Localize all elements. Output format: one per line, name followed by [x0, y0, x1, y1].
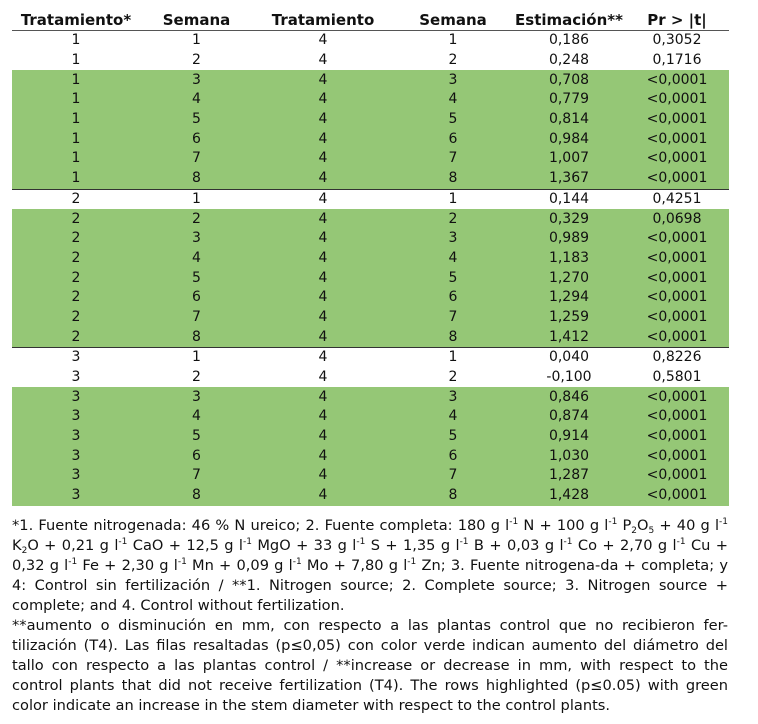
table-row: [12, 427, 729, 447]
cell-semana-b: 6: [393, 446, 513, 466]
cell-estimacion: 1,367: [513, 169, 625, 189]
header-p-value: Pr > |t|: [625, 10, 729, 31]
cell-semana-a: 6: [140, 288, 253, 308]
cell-tratamiento-b: 4: [253, 486, 393, 506]
cell-p-value: <0,0001: [625, 446, 729, 466]
cell-tratamiento-b: 4: [253, 427, 393, 447]
cell-estimacion: 0,814: [513, 110, 625, 130]
cell-p-value: <0,0001: [625, 268, 729, 288]
cell-tratamiento-b: 4: [253, 407, 393, 427]
cell-p-value: <0,0001: [625, 486, 729, 506]
table-row: [12, 407, 729, 427]
table-row: [12, 308, 729, 328]
cell-p-value: <0,0001: [625, 149, 729, 169]
cell-tratamiento-a: 3: [12, 387, 140, 407]
cell-estimacion: 1,270: [513, 268, 625, 288]
cell-semana-a: 8: [140, 486, 253, 506]
table-row: [12, 446, 729, 466]
cell-tratamiento-a: 3: [12, 446, 140, 466]
cell-tratamiento-b: 4: [253, 348, 393, 368]
cell-p-value: 0,3052: [652, 32, 702, 49]
footnotes: [12, 516, 728, 716]
table-body: [12, 31, 729, 506]
cell-tratamiento-a: 1: [71, 32, 81, 49]
cell-semana-b: 2: [393, 209, 513, 229]
cell-tratamiento-a: 2: [12, 268, 140, 288]
cell-tratamiento-a: 2: [12, 249, 140, 269]
cell-tratamiento-a: 1: [12, 70, 140, 90]
footnote-treatments: *1. Fuente nitrogenada: 46 % N ureico; 2. Fuente completa: 180 g $l^{-1}$ N + 100 g $l^{-1}$ $P_2O_5 + 40$ g $l^{-1}$ $K_2O + 0,21$ g $l^{-1}$ CaO + 12,5 g $l^{-1}$ MgO + 33 g $l^{-1}$ S + 1,35 g $l^{-1}$ B + 0,03 g $l^{-1}$ Co + 2,70 g $l^{-1}$ Cu + 0,32 g $l^{-1}$ Fe + 2,30 g $l^{-1}$ Mn + 0,09 g $l^{-1}$ Mo + 7,80 g $l^{-1}$ Zn; 3. Fuente nitrogena-da + completa; y 4: Control sin fertilización / **1. Nitrogen source; 2. Complete source; 3. Nitrogen source + complete; and 4. Control without fertilization.: [12, 517, 729, 614]
table-row: [12, 387, 729, 407]
cell-estimacion: 0,186: [548, 32, 590, 49]
table-row: [12, 149, 729, 169]
table-row: [12, 466, 729, 486]
cell-semana-a: 3: [140, 70, 253, 90]
cell-estimacion: 0,040: [513, 348, 625, 368]
cell-semana-a: 4: [140, 249, 253, 269]
cell-p-value: <0,0001: [625, 387, 729, 407]
cell-semana-a: 1: [140, 189, 253, 209]
cell-tratamiento-a: 2: [12, 209, 140, 229]
table-row: [12, 288, 729, 308]
header-tratamiento-a: Tratamiento*: [12, 10, 140, 31]
cell-semana-b: 3: [393, 387, 513, 407]
cell-semana-b: 1: [393, 348, 513, 368]
table-row: [12, 90, 729, 110]
cell-tratamiento-a: 2: [12, 327, 140, 347]
table-row: [12, 229, 729, 249]
cell-semana-a: 8: [140, 169, 253, 189]
cell-tratamiento-b: 4: [253, 229, 393, 249]
cell-estimacion: 0,846: [513, 387, 625, 407]
cell-tratamiento-a: 1: [71, 52, 81, 69]
cell-semana-a: 6: [140, 129, 253, 149]
cell-semana-a: 8: [140, 327, 253, 347]
cell-estimacion: 1,007: [513, 149, 625, 169]
cell-semana-b: 2: [448, 369, 458, 386]
cell-p-value: <0,0001: [625, 327, 729, 347]
cell-semana-a: 1: [140, 348, 253, 368]
cell-semana-b: 5: [393, 268, 513, 288]
cell-tratamiento-b: 4: [253, 249, 393, 269]
cell-tratamiento-a: 3: [12, 348, 140, 368]
cell-semana-b: 5: [393, 427, 513, 447]
table-row: [12, 348, 729, 368]
cell-p-value: <0,0001: [625, 308, 729, 328]
cell-tratamiento-b: 4: [253, 90, 393, 110]
table-row: [12, 31, 729, 51]
cell-p-value: 0,1716: [652, 52, 702, 69]
cell-estimacion: 1,030: [513, 446, 625, 466]
cell-estimacion: 1,428: [513, 486, 625, 506]
cell-p-value: <0,0001: [625, 169, 729, 189]
cell-semana-b: 1: [393, 189, 513, 209]
cell-semana-b: 4: [393, 90, 513, 110]
cell-semana-b: 5: [393, 110, 513, 130]
cell-semana-a: 7: [140, 149, 253, 169]
cell-estimacion: 1,287: [513, 466, 625, 486]
cell-p-value: <0,0001: [625, 427, 729, 447]
cell-estimacion: 0,989: [513, 229, 625, 249]
cell-tratamiento-b: 4: [253, 110, 393, 130]
cell-semana-b: 2: [448, 52, 458, 69]
table-row: [12, 51, 729, 71]
cell-tratamiento-a: 3: [71, 369, 81, 386]
cell-semana-b: 3: [393, 229, 513, 249]
cell-tratamiento-b: 4: [253, 308, 393, 328]
cell-tratamiento-b: 4: [253, 189, 393, 209]
table-row: [12, 110, 729, 130]
cell-tratamiento-a: 1: [12, 110, 140, 130]
cell-p-value: 0,0698: [625, 209, 729, 229]
cell-tratamiento-b: 4: [253, 149, 393, 169]
cell-tratamiento-a: 2: [12, 308, 140, 328]
cell-p-value: <0,0001: [625, 466, 729, 486]
cell-semana-b: 4: [393, 407, 513, 427]
cell-semana-a: 4: [140, 407, 253, 427]
cell-p-value: 0,5801: [652, 369, 702, 386]
cell-estimacion: 0,874: [513, 407, 625, 427]
cell-semana-a: 2: [140, 209, 253, 229]
cell-semana-b: 6: [393, 129, 513, 149]
table-row: [12, 486, 729, 506]
cell-estimacion: 0,984: [513, 129, 625, 149]
cell-tratamiento-a: 1: [12, 169, 140, 189]
cell-estimacion: 1,412: [513, 327, 625, 347]
results-table: [12, 10, 729, 506]
cell-semana-a: 7: [140, 308, 253, 328]
cell-tratamiento-b: 4: [253, 169, 393, 189]
cell-semana-b: 3: [393, 70, 513, 90]
cell-estimacion: 0,144: [513, 189, 625, 209]
cell-semana-a: 3: [140, 387, 253, 407]
cell-tratamiento-a: 1: [12, 129, 140, 149]
cell-tratamiento-a: 3: [12, 407, 140, 427]
results-table-container: [12, 10, 729, 506]
cell-semana-a: 3: [140, 229, 253, 249]
cell-tratamiento-a: 3: [12, 466, 140, 486]
cell-p-value: <0,0001: [625, 129, 729, 149]
table-row: [12, 249, 729, 269]
table-row: [12, 327, 729, 347]
cell-tratamiento-a: 2: [12, 229, 140, 249]
table-row: [12, 189, 729, 209]
cell-estimacion: -0,100: [546, 369, 592, 386]
cell-tratamiento-b: 4: [253, 268, 393, 288]
cell-p-value: <0,0001: [625, 229, 729, 249]
cell-p-value: <0,0001: [625, 70, 729, 90]
cell-tratamiento-b: 4: [253, 466, 393, 486]
cell-tratamiento-b: 4: [318, 32, 328, 49]
table-row: [12, 169, 729, 189]
table-row: [12, 129, 729, 149]
cell-p-value: <0,0001: [625, 407, 729, 427]
table-row: [12, 368, 729, 388]
header-tratamiento-b: Tratamiento: [253, 10, 393, 31]
cell-p-value: <0,0001: [625, 288, 729, 308]
cell-tratamiento-b: 4: [253, 446, 393, 466]
header-semana-b: Semana: [393, 10, 513, 31]
cell-estimacion: 1,259: [513, 308, 625, 328]
table-header-row: [12, 10, 729, 31]
footnote-estimation: **aumento o disminución en mm, con respecto a las plantas control que no recibieron fer-tilización (T4). Las filas resaltadas (p≤0,05) con color verde indican aumento del diámetro del tallo con respecto a las plantas control / **increase or decrease in mm, with respect to the control plants that did not receive fertilization (T4). The rows highlighted (p≤0.05) with green color indicate an increase in the stem diameter with respect to the control plants.: [12, 617, 728, 714]
cell-semana-a: 6: [140, 446, 253, 466]
cell-semana-a: 4: [140, 90, 253, 110]
cell-semana-a: 5: [140, 268, 253, 288]
cell-p-value: 0,4251: [625, 189, 729, 209]
cell-semana-b: 7: [393, 466, 513, 486]
cell-estimacion: 0,914: [513, 427, 625, 447]
cell-p-value: <0,0001: [625, 249, 729, 269]
cell-semana-a: 1: [192, 32, 201, 49]
cell-semana-a: 5: [140, 110, 253, 130]
cell-tratamiento-b: 4: [253, 209, 393, 229]
cell-tratamiento-b: 4: [253, 70, 393, 90]
cell-estimacion: 0,329: [513, 209, 625, 229]
cell-semana-a: 5: [140, 427, 253, 447]
table-row: [12, 268, 729, 288]
cell-p-value: <0,0001: [625, 90, 729, 110]
table-row: [12, 209, 729, 229]
table-row: [12, 70, 729, 90]
cell-p-value: 0,8226: [625, 348, 729, 368]
cell-p-value: <0,0001: [625, 110, 729, 130]
cell-tratamiento-a: 2: [12, 288, 140, 308]
cell-estimacion: 0,708: [513, 70, 625, 90]
cell-tratamiento-a: 1: [12, 90, 140, 110]
cell-semana-b: 6: [393, 288, 513, 308]
cell-semana-a: 2: [192, 52, 201, 69]
cell-estimacion: 1,294: [513, 288, 625, 308]
cell-semana-a: 7: [140, 466, 253, 486]
cell-semana-b: 4: [393, 249, 513, 269]
cell-tratamiento-a: 1: [12, 149, 140, 169]
cell-semana-b: 7: [393, 308, 513, 328]
cell-semana-a: 2: [192, 369, 201, 386]
cell-estimacion: 0,248: [548, 52, 590, 69]
header-estimacion: Estimación**: [513, 10, 625, 31]
cell-semana-b: 8: [393, 327, 513, 347]
cell-tratamiento-b: 4: [318, 369, 328, 386]
cell-semana-b: 8: [393, 169, 513, 189]
cell-tratamiento-b: 4: [318, 52, 328, 69]
cell-tratamiento-b: 4: [253, 387, 393, 407]
cell-tratamiento-a: 3: [12, 427, 140, 447]
cell-tratamiento-b: 4: [253, 327, 393, 347]
cell-tratamiento-a: 2: [12, 189, 140, 209]
header-semana-a: Semana: [140, 10, 253, 31]
cell-estimacion: 0,779: [513, 90, 625, 110]
cell-semana-b: 7: [393, 149, 513, 169]
cell-semana-b: 8: [393, 486, 513, 506]
cell-estimacion: 1,183: [513, 249, 625, 269]
cell-tratamiento-b: 4: [253, 288, 393, 308]
cell-tratamiento-b: 4: [253, 129, 393, 149]
cell-semana-b: 1: [448, 32, 458, 49]
cell-tratamiento-a: 3: [12, 486, 140, 506]
